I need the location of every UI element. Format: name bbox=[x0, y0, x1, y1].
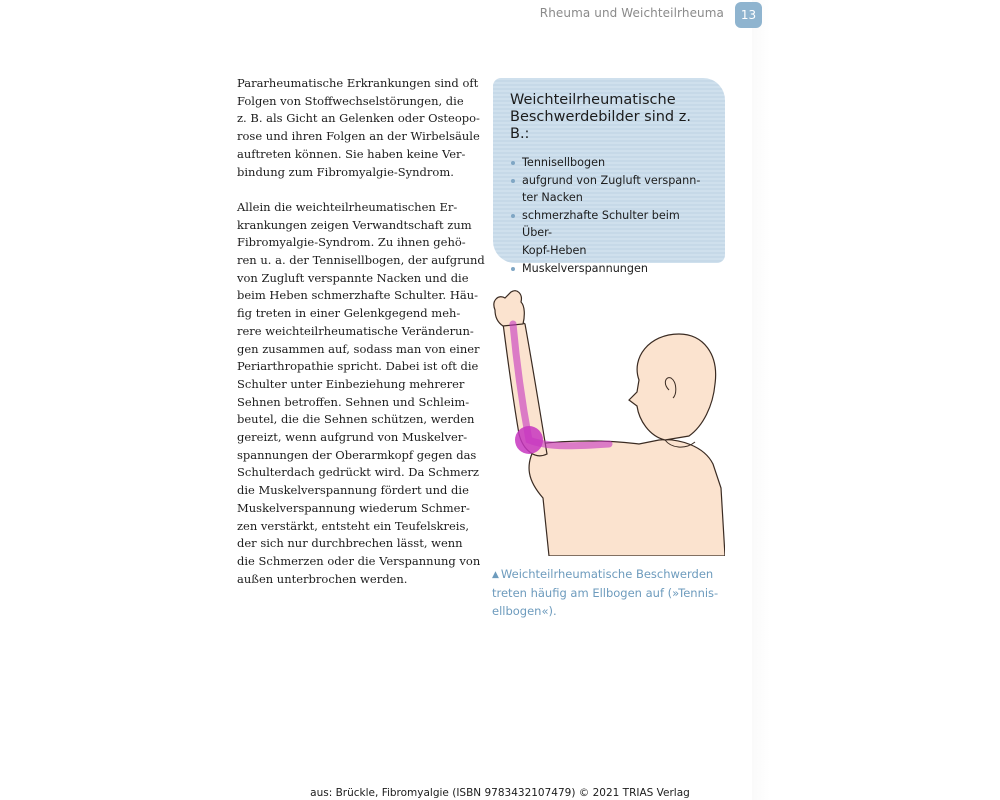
info-box-list bbox=[510, 154, 711, 277]
info-box-item-muscle-tension bbox=[510, 260, 711, 278]
text-line: gereizt, wenn aufgrund von Muskelver- bbox=[237, 430, 468, 445]
info-box-item-text: schmerzhafte Schulter beim Über- bbox=[522, 208, 680, 240]
info-box-item-stiff-neck bbox=[510, 172, 711, 207]
figure-caption bbox=[492, 566, 724, 620]
text-line: Schulterdach gedrückt wird. Da Schmerz bbox=[237, 465, 479, 480]
text-line: Pararheumatische Erkrankungen sind oft bbox=[237, 76, 479, 90]
info-box-item-text: Tennisellbogen bbox=[522, 156, 606, 169]
info-box-title bbox=[510, 92, 711, 143]
text-line: außen unterbrochen werden. bbox=[237, 571, 408, 586]
caption-line: treten häufig am Ellbogen auf (»Tennis- bbox=[492, 585, 719, 600]
text-line: Muskelverspannung wiederum Schmer- bbox=[237, 500, 470, 515]
text-line: auftreten können. Sie haben keine Ver- bbox=[237, 146, 466, 161]
info-box bbox=[493, 78, 725, 275]
info-box-item-text: Kopf-Heben bbox=[522, 243, 587, 257]
caption-line-text: Weichteilrheumatische Beschwerden bbox=[500, 567, 714, 581]
info-box-item-text: ter Nacken bbox=[522, 191, 583, 205]
text-line: Folgen von Stoffwechselstörungen, die bbox=[237, 93, 464, 108]
text-line: Sehnen betroffen. Sehnen und Schleim- bbox=[237, 394, 470, 409]
illustration-elbow-pain-spot bbox=[515, 426, 543, 454]
page-edge-shadow bbox=[752, 0, 770, 800]
text-line: die Schmerzen oder die Verspannung von bbox=[237, 553, 481, 568]
text-line: ren u. a. der Tennisellbogen, der aufgrund bbox=[237, 253, 485, 268]
caption-up-arrow-icon: ▲ bbox=[492, 570, 499, 580]
text-line: Fibromyalgie-Syndrom. Zu ihnen gehö- bbox=[237, 235, 466, 250]
info-box-item-tennis-elbow bbox=[510, 154, 711, 172]
text-line: der sich nur durchbrechen lässt, wenn bbox=[237, 536, 463, 551]
text-line: Periarthropathie spricht. Dabei ist oft die bbox=[237, 359, 479, 374]
caption-line: ellbogen«). bbox=[492, 603, 557, 618]
text-line: rere weichteilrheumatische Veränderun- bbox=[237, 323, 474, 338]
illustration-head bbox=[629, 334, 716, 440]
info-box-title-line: Weichteilrheumatische bbox=[510, 92, 676, 108]
text-line: beutel, die die Sehnen schützen, werden bbox=[237, 412, 475, 427]
text-line: krankungen zeigen Verwandtschaft zum bbox=[237, 217, 472, 232]
running-head: Rheuma und Weichteilrheuma bbox=[539, 6, 724, 20]
tennis-elbow-illustration bbox=[489, 288, 725, 556]
illustration-hand bbox=[494, 291, 524, 326]
info-box-item-text: aufgrund von Zugluft verspann- bbox=[522, 173, 701, 187]
text-line: z. B. als Gicht an Gelenken oder Osteopo- bbox=[237, 111, 480, 126]
info-box-item-shoulder-pain bbox=[510, 207, 711, 260]
illustration-torso bbox=[529, 440, 725, 556]
text-line: Allein die weichteilrheumatischen Er- bbox=[237, 199, 458, 214]
info-box-title-line: Beschwerdebilder sind z. B.: bbox=[510, 109, 691, 142]
text-line: Schulter unter Einbeziehung mehrerer bbox=[237, 376, 465, 391]
copyright-footer: aus: Brückle, Fibromyalgie (ISBN 9783432107479) © 2021 TRIAS Verlag bbox=[310, 787, 690, 799]
text-line: die Muskelverspannung fördert und die bbox=[237, 483, 469, 498]
main-text-column bbox=[237, 75, 485, 588]
text-line: rose und ihren Folgen an der Wirbelsäule bbox=[237, 129, 480, 144]
text-line: zen verstärkt, entsteht ein Teufelskreis, bbox=[237, 518, 470, 533]
caption-line bbox=[492, 566, 724, 585]
text-line: bindung zum Fibromyalgie-Syndrom. bbox=[237, 164, 454, 179]
text-line: spannungen der Oberarmkopf gegen das bbox=[237, 447, 477, 462]
text-line: beim Heben schmerzhafte Schulter. Häu- bbox=[237, 288, 479, 303]
paragraph-soft-tissue bbox=[237, 199, 485, 588]
page-number-badge: 13 bbox=[735, 2, 762, 28]
text-line: fig treten in einer Gelenkgegend meh- bbox=[237, 306, 461, 321]
text-line: von Zugluft verspannte Nacken und die bbox=[237, 270, 469, 285]
paragraph-pararheumatic bbox=[237, 75, 480, 181]
text-line: gen zusammen auf, sodass man von einer bbox=[237, 341, 480, 356]
info-box-item-text: Muskelverspannungen bbox=[522, 261, 648, 275]
